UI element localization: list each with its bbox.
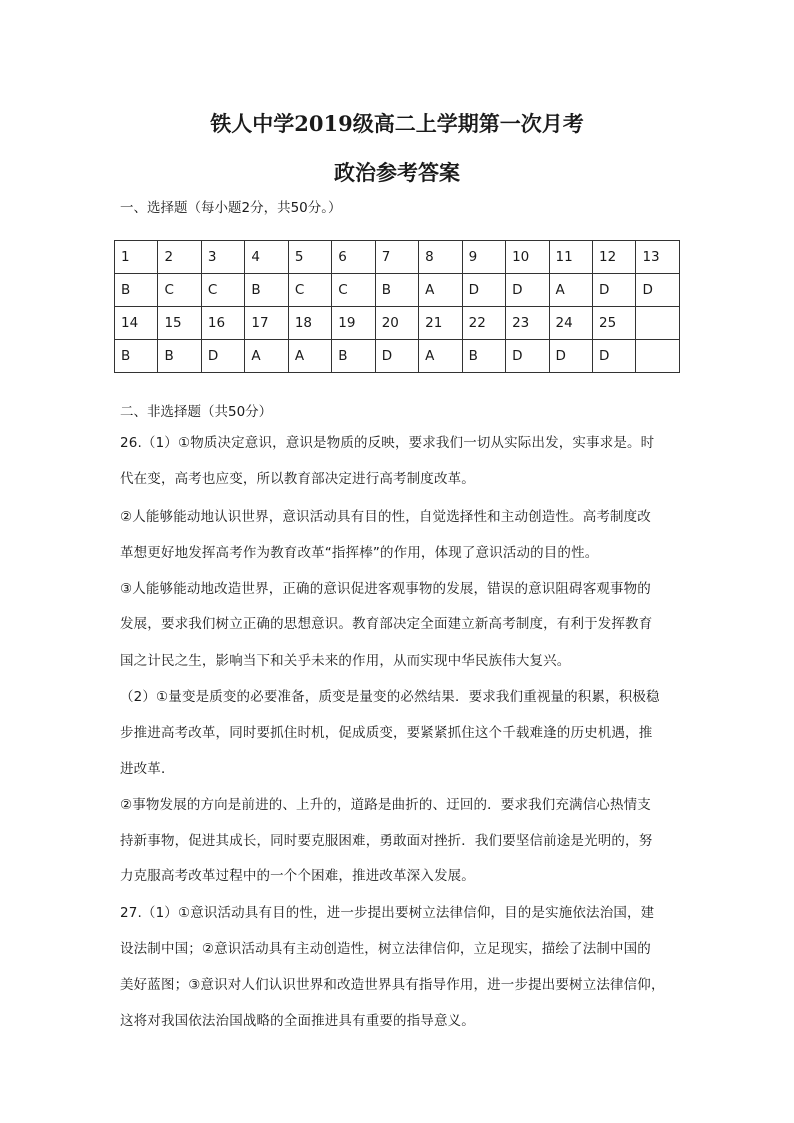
table-cell: D: [592, 274, 635, 307]
table-row: [115, 241, 680, 274]
table-cell: 24: [549, 307, 592, 340]
table-cell: D: [592, 340, 635, 373]
table-cell: A: [245, 340, 288, 373]
table-cell: C: [288, 274, 331, 307]
table-cell: 2: [158, 241, 201, 274]
text-line: 美好蓝图；③意识对人们认识世界和改造世界具有指导作用，进一步提出要树立法律信仰，: [120, 977, 665, 993]
table-cell: A: [419, 274, 462, 307]
table-cell: 14: [115, 307, 158, 340]
table-cell: C: [332, 274, 375, 307]
text-line: ②人能够能动地认识世界，意识活动具有目的性，自觉选择性和主动创造性。高考制度改: [120, 509, 651, 525]
text-line: 设法制中国；②意识活动具有主动创造性，树立法律信仰，立足现实，描绘了法制中国的: [120, 941, 651, 957]
text-line: 27.（1）①意识活动具有目的性，进一步提出要树立法律信仰，目的是实施依法治国，建: [120, 905, 655, 921]
table-row: [115, 340, 680, 373]
text-line: 代在变，高考也应变，所以教育部决定进行高考制度改革。: [120, 471, 475, 487]
document-title: 铁人中学2019级高二上学期第一次月考: [210, 111, 584, 136]
text-line: 进改革．: [120, 761, 175, 777]
section-heading-choice: 一、选择题（每小题2分，共50分。）: [120, 200, 342, 216]
table-cell: 7: [375, 241, 418, 274]
answer-table: [114, 240, 680, 373]
text-line: ②事物发展的方向是前进的、上升的，道路是曲折的、迂回的．要求我们充满信心热情支: [120, 797, 651, 813]
text-line: （2）①量变是质变的必要准备，质变是量变的必然结果．要求我们重视量的积累，积极稳: [120, 689, 660, 705]
table-cell: D: [549, 340, 592, 373]
text-line: 持新事物，促进其成长，同时要克服困难，勇敢面对挫折．我们要坚信前途是光明的，努: [120, 833, 653, 849]
table-row: [115, 274, 680, 307]
table-cell: 22: [462, 307, 505, 340]
table-cell: 8: [419, 241, 462, 274]
document-subtitle: 政治参考答案: [334, 160, 460, 185]
table-cell: 9: [462, 241, 505, 274]
table-cell: D: [636, 274, 680, 307]
table-cell: 16: [201, 307, 244, 340]
table-row: [115, 307, 680, 340]
table-cell: D: [506, 274, 549, 307]
table-cell: 12: [592, 241, 635, 274]
section-heading-nonchoice: 二、非选择题（共50分）: [120, 404, 273, 420]
table-cell: 20: [375, 307, 418, 340]
table-cell: C: [201, 274, 244, 307]
text-line: 国之计民之生，影响当下和关乎未来的作用，从而实现中华民族伟大复兴。: [120, 653, 571, 669]
table-cell: B: [115, 274, 158, 307]
table-cell: 1: [115, 241, 158, 274]
table-cell: 4: [245, 241, 288, 274]
table-cell: D: [506, 340, 549, 373]
table-cell: A: [288, 340, 331, 373]
table-cell: D: [375, 340, 418, 373]
table-cell: 11: [549, 241, 592, 274]
text-line: 26.（1）①物质决定意识，意识是物质的反映，要求我们一切从实际出发，实事求是。时: [120, 435, 655, 451]
table-cell: B: [375, 274, 418, 307]
table-cell: D: [201, 340, 244, 373]
table-cell: 25: [592, 307, 635, 340]
table-cell: B: [332, 340, 375, 373]
table-cell: [636, 340, 680, 373]
table-cell: B: [245, 274, 288, 307]
table-cell: 18: [288, 307, 331, 340]
table-cell: A: [549, 274, 592, 307]
table-cell: 10: [506, 241, 549, 274]
text-line: 发展，要求我们树立正确的思想意识。教育部决定全面建立新高考制度，有利于发挥教育: [120, 616, 653, 632]
table-cell: [636, 307, 680, 340]
text-line: 这将对我国依法治国战略的全面推进具有重要的指导意义。: [120, 1013, 475, 1029]
table-cell: 19: [332, 307, 375, 340]
text-line: 步推进高考改革，同时要抓住时机，促成质变，要紧紧抓住这个千载难逢的历史机遇，推: [120, 725, 653, 741]
table-cell: 21: [419, 307, 462, 340]
table-cell: 13: [636, 241, 680, 274]
table-cell: 6: [332, 241, 375, 274]
table-cell: B: [115, 340, 158, 373]
text-line: ③人能够能动地改造世界，正确的意识促进客观事物的发展，错误的意识阻碍客观事物的: [120, 581, 651, 597]
table-cell: C: [158, 274, 201, 307]
table-cell: 17: [245, 307, 288, 340]
text-line: 革想更好地发挥高考作为教育改革“指挥棒”的作用，体现了意识活动的目的性。: [120, 545, 599, 561]
table-cell: 3: [201, 241, 244, 274]
table-cell: D: [462, 274, 505, 307]
table-cell: B: [158, 340, 201, 373]
table-cell: B: [462, 340, 505, 373]
text-line: 力克服高考改革过程中的一个个困难，推进改革深入发展。: [120, 868, 475, 884]
table-cell: A: [419, 340, 462, 373]
table-cell: 15: [158, 307, 201, 340]
table-cell: 5: [288, 241, 331, 274]
table-cell: 23: [506, 307, 549, 340]
